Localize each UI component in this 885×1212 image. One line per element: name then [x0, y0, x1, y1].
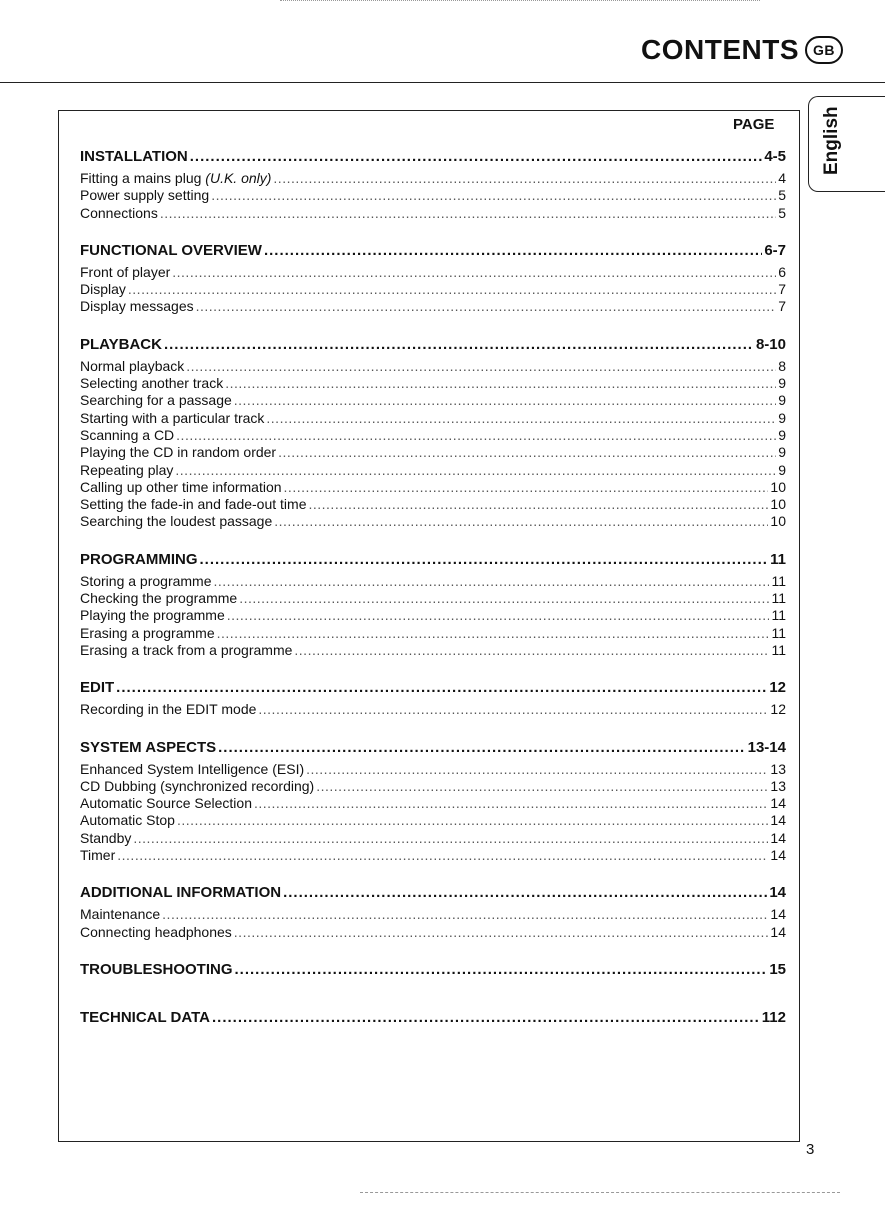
section-title: INSTALLATION	[80, 148, 188, 165]
dot-leader	[214, 573, 770, 589]
toc-entry	[80, 847, 786, 864]
section-page: 14	[769, 884, 786, 902]
section-title: EDIT	[80, 679, 115, 697]
gb-badge: GB	[805, 36, 843, 64]
entry-label: Setting the fade-in and fade-out time	[80, 496, 307, 513]
language-tab	[808, 96, 885, 192]
entry-label: Selecting another track	[80, 375, 224, 392]
section-title: TROUBLESHOOTING	[80, 960, 233, 978]
dot-leader	[225, 375, 776, 391]
dot-leader	[176, 427, 776, 443]
dot-leader	[200, 551, 769, 568]
language-tab-label: English	[821, 106, 842, 175]
section-heading	[80, 1009, 786, 1031]
dot-leader	[274, 513, 768, 529]
entry-label: Maintenance	[80, 906, 161, 923]
dot-leader	[218, 739, 745, 756]
dot-leader	[211, 187, 776, 203]
entry-page: 13	[770, 777, 786, 794]
toc-section	[80, 148, 786, 222]
entry-page: 10	[770, 478, 786, 495]
section-title: PLAYBACK	[80, 335, 162, 353]
toc-entry	[80, 830, 786, 847]
toc-entry	[80, 264, 786, 281]
entry-page: 6	[778, 263, 786, 280]
dot-leader	[284, 479, 769, 495]
dot-leader	[234, 392, 776, 408]
toc-section	[80, 551, 786, 659]
header-rule	[0, 82, 885, 83]
section-heading	[80, 679, 786, 701]
title-text: CONTENTS	[641, 34, 799, 65]
entry-page: 14	[770, 795, 786, 812]
section-title: SYSTEM ASPECTS	[80, 738, 217, 756]
dot-leader	[306, 761, 768, 777]
entry-page: 14	[770, 847, 786, 864]
entry-label: Erasing a track from a programme	[80, 641, 293, 658]
toc-section	[80, 242, 786, 316]
toc-entry	[80, 298, 786, 315]
dot-leader	[162, 906, 768, 922]
entry-page: 11	[771, 641, 786, 658]
toc-entry	[80, 375, 786, 392]
dot-leader	[258, 701, 768, 717]
entry-label: Erasing a programme	[80, 624, 215, 641]
entry-label: Calling up other time information	[80, 478, 282, 495]
entry-page: 9	[778, 392, 786, 409]
toc-entry	[80, 590, 786, 607]
entry-label: Playing the programme	[80, 607, 225, 624]
page-column-label: PAGE	[733, 116, 775, 133]
toc-entry	[80, 924, 786, 941]
dot-leader	[212, 1009, 760, 1026]
dot-leader	[239, 590, 769, 606]
section-title: PROGRAMMING	[80, 550, 198, 568]
section-heading	[80, 242, 786, 264]
toc-entry	[80, 427, 786, 444]
toc-section	[80, 884, 786, 941]
entry-label: Starting with a particular track	[80, 409, 265, 426]
dot-leader	[227, 607, 770, 623]
dot-leader	[186, 358, 776, 374]
dot-leader	[190, 148, 763, 165]
toc-entry	[80, 761, 786, 778]
entry-label: Automatic Source Selection	[80, 795, 252, 812]
entry-page: 9	[778, 375, 786, 392]
entry-page: 11	[771, 572, 786, 589]
section-page: 112	[761, 1008, 786, 1026]
entry-label: Power supply setting	[80, 187, 210, 204]
entry-label: Fitting a mains plug (U.K. only)	[80, 170, 272, 186]
entry-page: 11	[771, 590, 786, 607]
table-of-contents	[80, 148, 786, 1057]
toc-entry	[80, 358, 786, 375]
entry-label: Searching for a passage	[80, 392, 232, 409]
toc-entry	[80, 778, 786, 795]
section-heading	[80, 961, 786, 983]
entry-page: 14	[770, 906, 786, 923]
dot-leader	[308, 496, 768, 512]
entry-label: Recording in the EDIT mode	[80, 701, 257, 718]
entry-label: Checking the programme	[80, 590, 238, 607]
section-heading	[80, 739, 786, 761]
section-page: 15	[769, 960, 786, 978]
dot-leader	[316, 778, 768, 794]
entry-page: 7	[778, 281, 786, 298]
entry-label: Front of player	[80, 263, 171, 280]
dot-leader	[273, 170, 776, 186]
page-title	[641, 34, 843, 66]
toc-entry	[80, 573, 786, 590]
toc-entry	[80, 625, 786, 642]
dot-leader	[128, 281, 776, 297]
page-number: 3	[806, 1141, 815, 1158]
toc-entry	[80, 205, 786, 222]
section-title: TECHNICAL DATA	[80, 1008, 210, 1026]
dot-leader	[283, 884, 767, 901]
section-page: 13-14	[747, 738, 786, 756]
toc-entry	[80, 496, 786, 513]
entry-page: 9	[778, 444, 786, 461]
toc-section	[80, 961, 786, 983]
entry-label: Enhanced System Intelligence (ESI)	[80, 760, 305, 777]
section-page: 12	[769, 679, 786, 697]
toc-section	[80, 336, 786, 531]
entry-page: 5	[778, 187, 786, 204]
dot-leader	[160, 205, 776, 221]
entry-page: 5	[778, 204, 786, 221]
entry-page: 9	[778, 409, 786, 426]
entry-label: Automatic Stop	[80, 812, 175, 829]
entry-label: Connections	[80, 204, 158, 221]
dot-leader	[234, 924, 769, 940]
toc-entry	[80, 281, 786, 298]
dot-leader	[164, 336, 754, 353]
section-page: 8-10	[755, 335, 786, 353]
entry-label: Scanning a CD	[80, 426, 175, 443]
toc-entry	[80, 642, 786, 659]
dot-leader	[264, 242, 762, 259]
entry-label: Timer	[80, 847, 116, 864]
entry-page: 11	[771, 607, 786, 624]
dot-leader	[116, 679, 767, 696]
entry-page: 10	[770, 496, 786, 513]
entry-label: Repeating play	[80, 461, 174, 478]
toc-entry	[80, 607, 786, 624]
section-heading	[80, 336, 786, 358]
dot-leader	[177, 812, 768, 828]
dot-leader	[172, 264, 776, 280]
toc-entry	[80, 444, 786, 461]
section-heading	[80, 551, 786, 573]
entry-page: 10	[770, 513, 786, 530]
entry-page: 8	[778, 357, 786, 374]
dot-leader	[217, 625, 770, 641]
dot-leader	[294, 642, 769, 658]
dot-leader	[133, 830, 768, 846]
scan-noise-top	[280, 0, 760, 13]
entry-page: 14	[770, 829, 786, 846]
entry-page: 9	[778, 461, 786, 478]
entry-label: Connecting headphones	[80, 923, 232, 940]
toc-entry	[80, 187, 786, 204]
section-heading	[80, 884, 786, 906]
entry-page: 9	[778, 426, 786, 443]
toc-entry	[80, 906, 786, 923]
entry-label: CD Dubbing (synchronized recording)	[80, 777, 315, 794]
section-page: 6-7	[764, 241, 786, 259]
entry-page: 12	[770, 701, 786, 718]
toc-entry	[80, 462, 786, 479]
entry-page: 7	[778, 298, 786, 315]
toc-entry	[80, 410, 786, 427]
toc-entry	[80, 701, 786, 718]
dot-leader	[278, 444, 776, 460]
toc-section	[80, 739, 786, 865]
dot-leader	[235, 961, 768, 978]
section-title: ADDITIONAL INFORMATION	[80, 884, 282, 902]
toc-section	[80, 679, 786, 718]
entry-label: Display	[80, 281, 126, 298]
dot-leader	[196, 298, 777, 314]
entry-label: Playing the CD in random order	[80, 444, 277, 461]
entry-label: Storing a programme	[80, 572, 212, 589]
toc-entry	[80, 812, 786, 829]
section-page: 11	[770, 550, 786, 568]
entry-label: Searching the loudest passage	[80, 513, 273, 530]
toc-entry	[80, 513, 786, 530]
toc-entry	[80, 795, 786, 812]
toc-entry	[80, 479, 786, 496]
dot-leader	[117, 847, 768, 863]
dot-leader	[254, 795, 768, 811]
entry-label: Standby	[80, 829, 132, 846]
dot-leader	[175, 462, 776, 478]
entry-note: (U.K. only)	[205, 170, 272, 186]
dot-leader	[266, 410, 776, 426]
section-heading	[80, 148, 786, 170]
toc-section	[80, 1009, 786, 1031]
toc-entry	[80, 170, 786, 187]
entry-page: 14	[770, 812, 786, 829]
section-title: FUNCTIONAL OVERVIEW	[80, 241, 262, 259]
entry-label: Display messages	[80, 298, 194, 315]
entry-page: 4	[778, 170, 786, 186]
toc-entry	[80, 392, 786, 409]
entry-page: 14	[770, 923, 786, 940]
entry-page: 13	[770, 760, 786, 777]
entry-label: Normal playback	[80, 357, 185, 374]
section-page: 4-5	[764, 148, 786, 165]
entry-page: 11	[771, 624, 786, 641]
scan-noise-bottom	[360, 1192, 840, 1193]
